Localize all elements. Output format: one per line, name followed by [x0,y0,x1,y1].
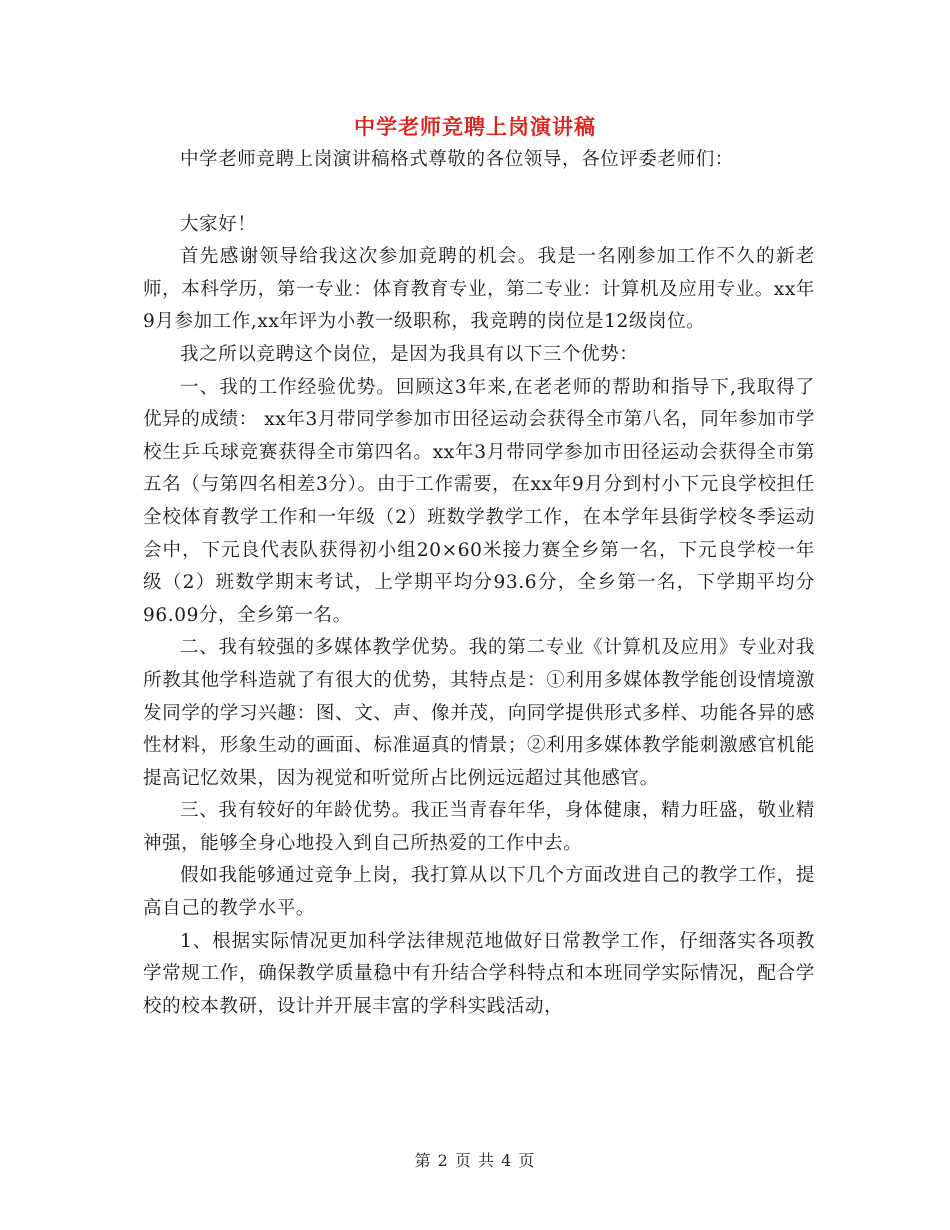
paragraph-salutation: 中学老师竞聘上岗演讲稿格式尊敬的各位领导，各位评委老师们： [180,149,734,170]
document-title: 中学老师竞聘上岗演讲稿 [354,114,596,139]
paragraph-plan-item-1: 1、根据实际情况更加科学法律规范地做好日常教学工作，仔细落实各项教学常规工作，确保教学质量稳中有升结合学科特点和本班同学实际情况，配合学校的校本教研，设计并开展丰富的学科实践活动， [143,930,815,1017]
paragraph-advantage-experience: 一、我的工作经验优势。回顾这3年来,在老老师的帮助和指导下,我取得了优异的成绩： xx年3月带同学参加市田径运动会获得全市第八名，同年参加市学校生乒乓球竞赛获得全市第四名。xx年3月带同学参加市田径运动会获得全市第五名（与第四名相差3分）。由于工作需要，在xx年9月分到村小下元良学校担任全校体育教学工作和一年级（2）班数学教学工作，在本学年县街学校冬季运动会中，下元良代表队获得初小组20×60米接力赛全乡第一名，下元良学校一年级（2）班数学期末考试，上学期平均分93.6分，全乡第一名，下学期平均分96.09分，全乡第一名。 [143,376,815,626]
paragraph-plan-intro: 假如我能够通过竞争上岗，我打算从以下几个方面改进自己的教学工作，提高自己的教学水平。 [143,865,815,920]
paragraph-advantage-age: 三、我有较好的年龄优势。我正当青春年华，身体健康，精力旺盛，敬业精神强，能够全身心地投入到自己所热爱的工作中去。 [143,800,815,854]
paragraph-advantages-intro: 我之所以竞聘这个岗位，是因为我具有以下三个优势： [180,343,639,365]
paragraph-greeting: 大家好！ [180,213,257,235]
page-number-footer: 第 2 页 共 4 页 [414,1151,536,1170]
paragraph-introduction: 首先感谢领导给我这次参加竞聘的机会。我是一名刚参加工作不久的新老师，本科学历，第一专业：体育教育专业，第二专业：计算机及应用专业。xx年9月参加工作,xx年评为小教一级职称，我竞聘的岗位是12级岗位。 [143,246,815,333]
paragraph-advantage-multimedia: 二、我有较强的多媒体教学优势。我的第二专业《计算机及应用》专业对我所教其他学科造就了有很大的优势，其特点是：①利用多媒体教学能创设情境激发同学的学习兴趣：图、文、声、像并茂，向同学提供形式多样、功能各异的感性材料，形象生动的画面、标准逼真的情景；②利用多媒体教学能刺激感官机能提高记忆效果，因为视觉和听觉所占比例远远超过其他感官。 [143,637,815,789]
document-body [143,144,815,1023]
